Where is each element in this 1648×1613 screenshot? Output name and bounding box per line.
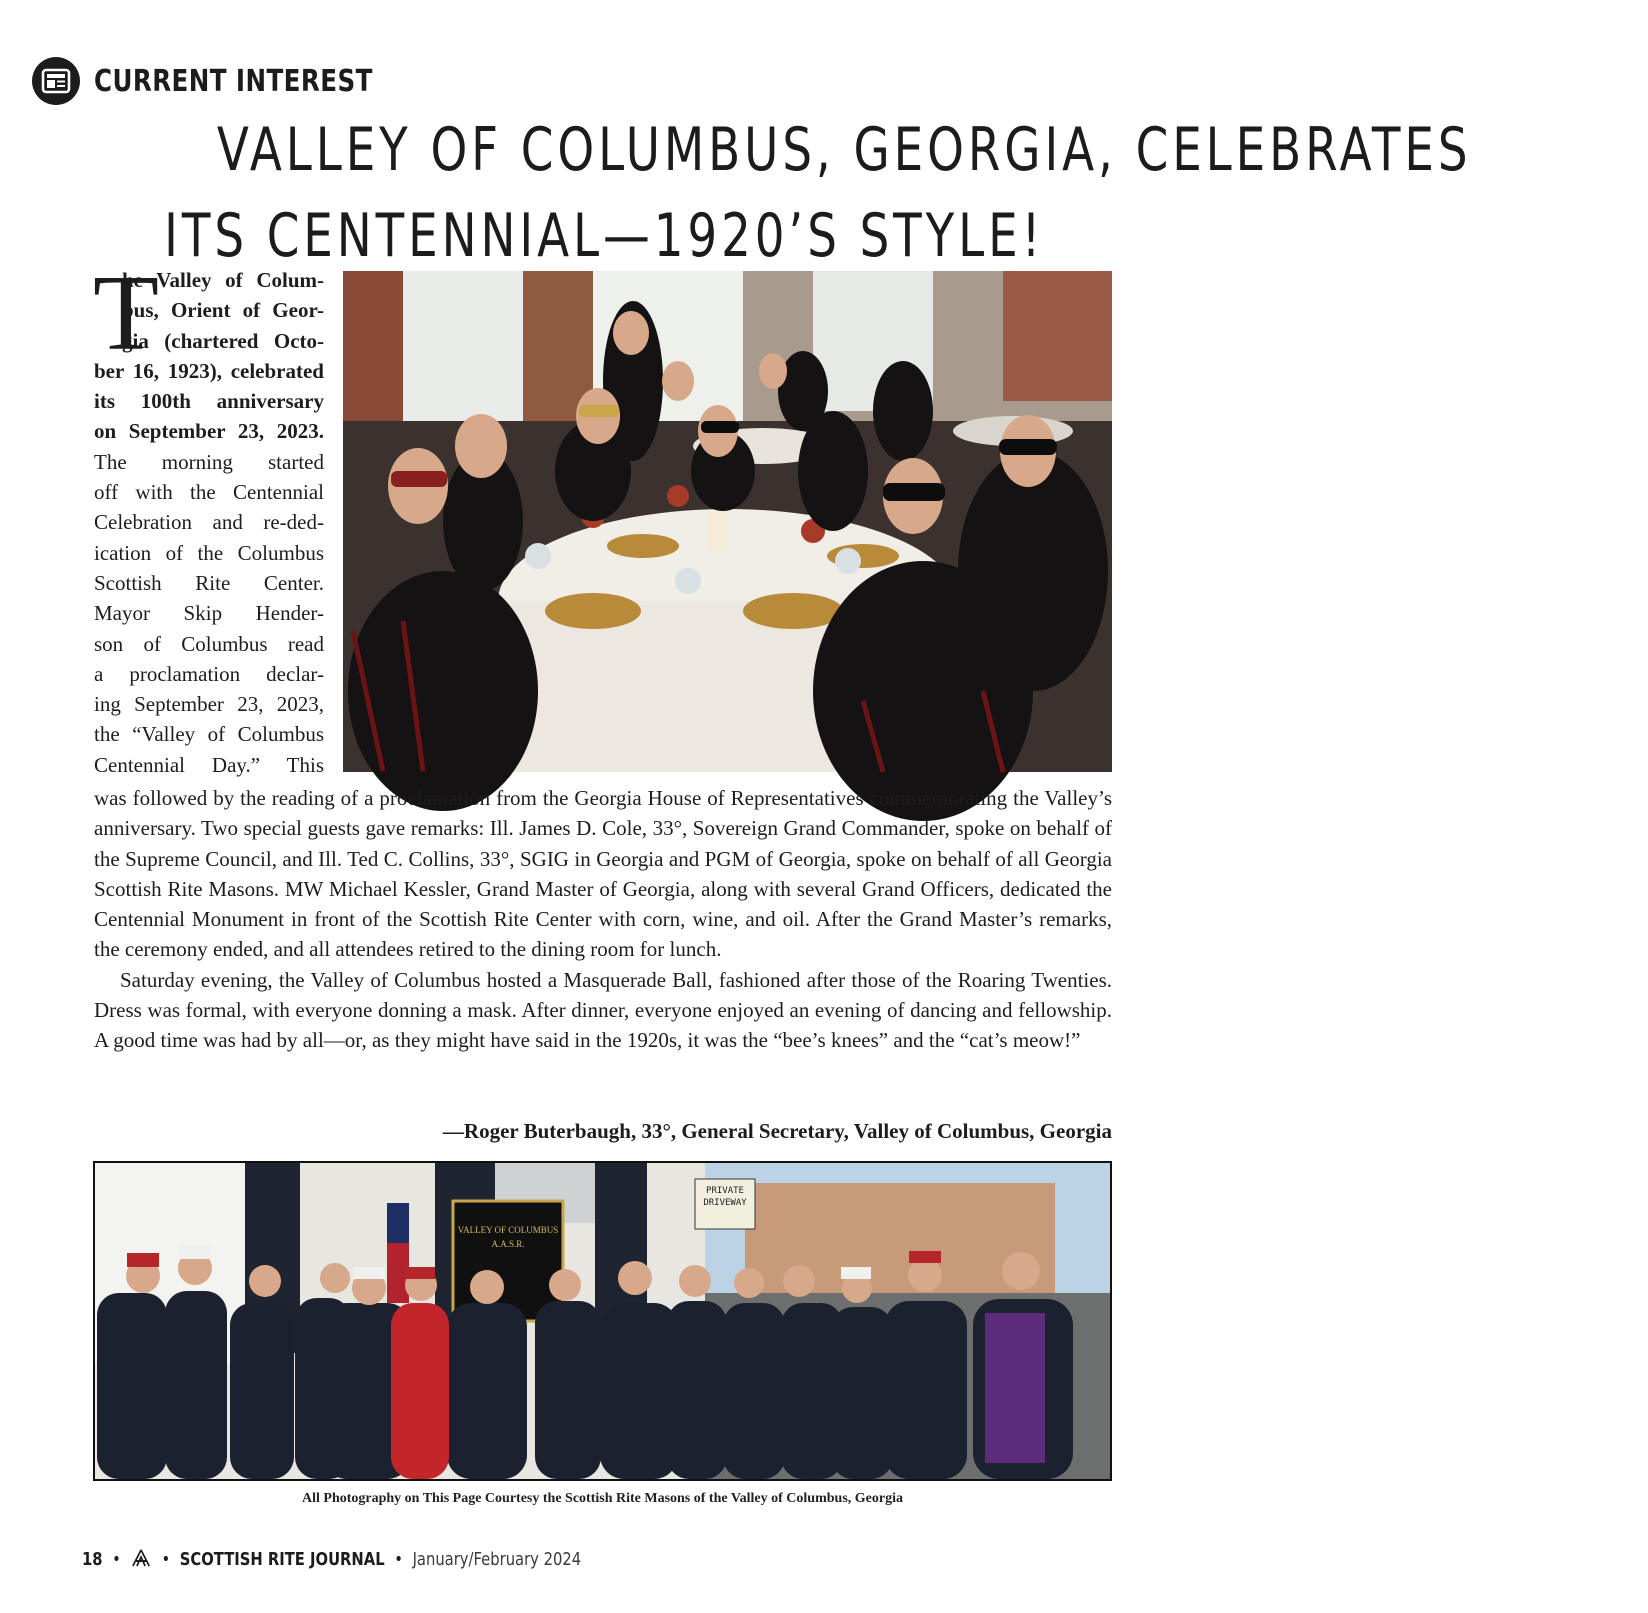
square-compass-icon [131,1548,152,1568]
article-body [94,783,1112,1056]
column-line: a proclamation declar- [94,661,324,686]
page-footer [82,1548,691,1570]
column-line: ber 16, 1923), celebrated [94,358,324,383]
newspaper-icon [32,57,80,105]
photo-caption: All Photography on This Page Courtesy the Scottish Rite Masons of the Valley of Columbus, Georgia [302,1491,903,1506]
footer-content [82,1548,581,1570]
footer-separator: • [161,1549,171,1570]
column-line: Centennial Day.” This [94,752,324,777]
column-line: ing September 23, 2023, [94,692,324,717]
banner-text-line-1: VALLEY OF COLUMBUS [457,1225,559,1235]
journal-name: SCOTTISH RITE JOURNAL [179,1549,385,1570]
column-line: The morning started [94,449,324,474]
column-line: Celebration and re-ded- [94,510,324,535]
paragraph-continued: was followed by the reading of a proclamation from the Georgia House of Representatives commemorating the Valley’s anniversary. Two special guests gave remarks: Ill. James D. Cole, 33°, Sovereign Grand Commander, spoke on behalf of the Supreme Council, and Ill. Ted C. Collins, 33°, SGIG in Georgia and PGM of Georgia, spoke on behalf of all Georgia Scottish Rite Masons. MW Michael Kessler, Grand Master of Georgia, along with several Grand Officers, dedicated the Centennial Monument in front of the Scottish Rite Center with corn, wine, and oil. After the Grand Master’s remarks, the ceremony ended, and all attendees retired to the dining room for lunch. [94,786,1112,962]
column-line: gia (chartered Octo- [122,328,324,353]
article-column-text [93,254,324,780]
paragraph-masquerade: Saturday evening, the Valley of Columbus hosted a Masquerade Ball, fashioned after those of the Roaring Twenties. Dress was formal, with everyone donning a mask. After dinner, everyone enjoyed an evening of dancing and fellowship. A good time was had by all—or, as they might have said in the 1920s, it was the “bee’s knees” and the “cat’s meow!” [94,967,1112,1053]
column-line: the “Valley of Columbus [94,722,324,747]
banner-text-line-2: A.A.S.R. [491,1239,525,1249]
masquerade-dinner-photo [343,271,1112,772]
group-photo [93,1161,1112,1481]
column-line: off with the Centennial [94,480,324,505]
column-line: Mayor Skip Hender- [94,601,324,626]
section-label: CURRENT INTEREST [94,63,373,99]
column-line: its 100th anniversary [94,389,324,414]
headline-line-2: ITS CENTENNIAL—1920’S STYLE! [164,201,1045,271]
sign-text-line-2: DRIVEWAY [703,1198,747,1208]
byline: —Roger Buterbaugh, 33°, General Secretary, Valley of Columbus, Georgia [442,1119,1112,1143]
sign-text-line-1: PRIVATE [706,1186,744,1196]
issue-date: January/February 2024 [412,1549,582,1570]
headline-line-1: VALLEY OF COLUMBUS, GEORGIA, CELEBRATES [216,115,1472,185]
column-line: on September 23, 2023. [94,419,324,444]
page-number: 18 [82,1549,103,1570]
section-header [32,56,434,106]
column-line: he Valley of Colum- [122,268,324,292]
footer-separator: • [394,1549,403,1570]
column-line: son of Columbus read [94,631,324,656]
column-line: bus, Orient of Geor- [122,298,324,323]
footer-separator: • [112,1549,121,1570]
drop-cap: T [93,254,159,373]
column-line: Scottish Rite Center. [94,570,324,595]
column-line: ication of the Columbus [94,540,324,565]
